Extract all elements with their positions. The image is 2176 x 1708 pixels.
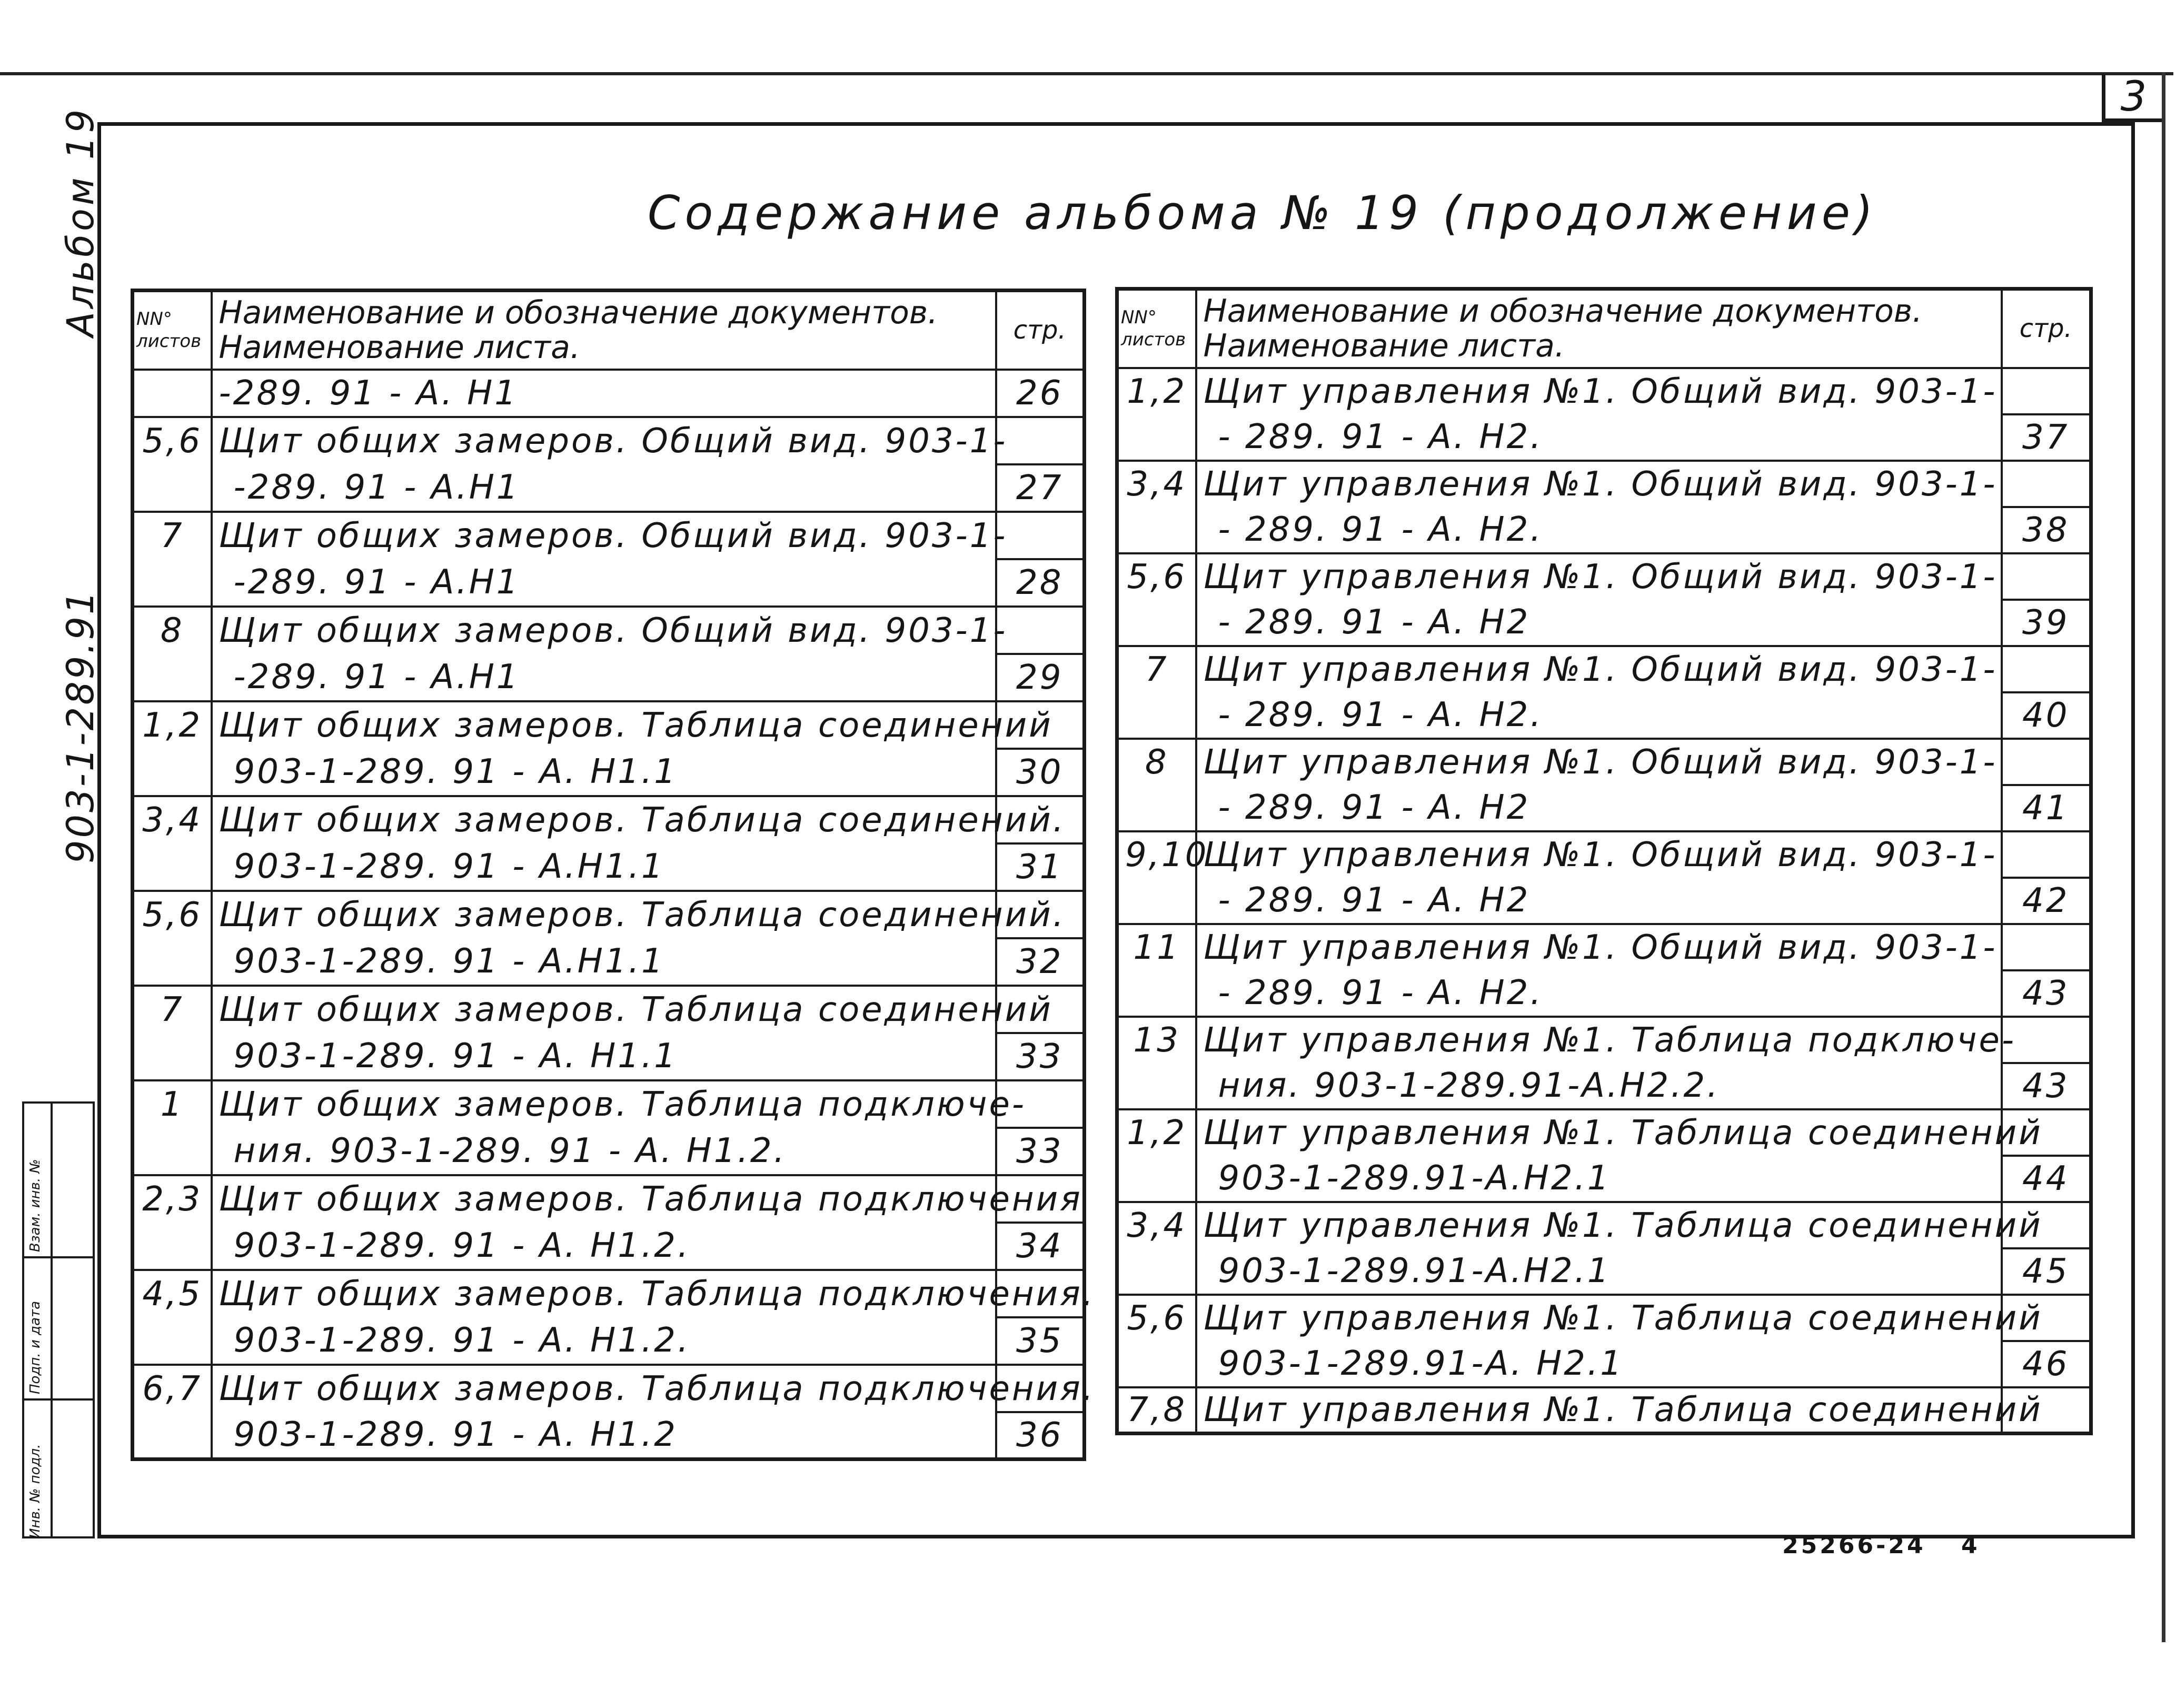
page-cell: 46: [2002, 1341, 2091, 1387]
table-row: [133, 1317, 1085, 1365]
page-cell: [2002, 739, 2091, 785]
sheet-number-cell: [133, 749, 212, 796]
table-row: [1117, 878, 2091, 924]
document-code-cell: -289. 91 - А.Н1: [212, 654, 996, 701]
document-name-cell: Щит управления №1. Таблица соединений: [1196, 1295, 2002, 1341]
document-name-cell: Щит общих замеров. Таблица подключения.: [212, 1365, 996, 1412]
header-name-line: Наименование листа.: [218, 329, 580, 366]
sheet-edge-top: [0, 72, 2173, 75]
table-row: [133, 701, 1085, 749]
document-name-cell: Щит общих замеров. Таблица соединений.: [212, 796, 996, 843]
album-label: Альбом 19: [59, 106, 102, 337]
document-code-cell: - 289. 91 - А. Н2: [1196, 878, 2002, 924]
page-cell: 43: [2002, 970, 2091, 1017]
sheet-number-cell: 5,6: [133, 891, 212, 938]
sheet-number-cell: [1117, 507, 1196, 553]
page-cell: 36: [996, 1412, 1085, 1459]
sheet-number-cell: [1117, 414, 1196, 461]
table-row: [1117, 1248, 2091, 1295]
table-row: [1117, 1109, 2091, 1156]
document-name-cell: Щит управления №1. Таблица соединений: [1196, 1109, 2002, 1156]
header-sheet-no-line: NN°: [1121, 307, 1157, 329]
document-name-cell: Щит управления №1. Таблица подключе-: [1196, 1017, 2002, 1063]
header-name: [1196, 289, 2002, 368]
page-cell: 39: [2002, 600, 2091, 646]
table-row: [133, 370, 1085, 417]
sheet-number-cell: 1,2: [133, 701, 212, 749]
sheet-number-cell: 5,6: [1117, 1295, 1196, 1341]
approval-strip-value-column: [51, 1104, 93, 1536]
document-name-cell: Щит управления №1. Общий вид. 903-1-: [1196, 461, 2002, 507]
document-code-cell: - 289. 91 - А. Н2.: [1196, 507, 2002, 553]
approval-divider: [53, 1256, 93, 1258]
page-cell: 30: [996, 749, 1085, 796]
page-cell: 32: [996, 938, 1085, 986]
document-code-cell: - 289. 91 - А. Н2.: [1196, 692, 2002, 739]
sheet-number-cell: 8: [1117, 739, 1196, 785]
sheet-number-cell: [133, 370, 212, 417]
document-name-cell: Щит общих замеров. Таблица соединений.: [212, 891, 996, 938]
document-name-cell: Щит общих замеров. Таблица подключения: [212, 1175, 996, 1223]
document-name-cell: Щит управления №1. Общий вид. 903-1-: [1196, 368, 2002, 414]
header-sheet-no: [1117, 289, 1196, 368]
document-code-cell: 903-1-289. 91 - А.Н1.1: [212, 938, 996, 986]
page-cell: 31: [996, 843, 1085, 891]
page-cell: 45: [2002, 1248, 2091, 1295]
page-cell: 40: [2002, 692, 2091, 739]
table-row: [133, 749, 1085, 796]
table-row: [1117, 507, 2091, 553]
project-code-label: 903-1-289.91: [59, 589, 102, 863]
contents-table-left: [131, 289, 1096, 1461]
table-row: [133, 1412, 1085, 1459]
table-row: [1117, 739, 2091, 785]
page-cell: 29: [996, 654, 1085, 701]
page-cell: 34: [996, 1223, 1085, 1270]
header-name: [212, 291, 996, 370]
document-code-cell: 903-1-289. 91 - А. Н1.2.: [212, 1317, 996, 1365]
document-code-cell: - 289. 91 - А. Н2.: [1196, 414, 2002, 461]
header-page: стр.: [2002, 289, 2091, 368]
sheet-number-cell: [1117, 785, 1196, 831]
sheet-number-cell: 7,8: [1117, 1387, 1196, 1434]
table-row: [1117, 1156, 2091, 1202]
table-row: [133, 938, 1085, 986]
approval-strip: [22, 1101, 95, 1538]
table-row: [1117, 970, 2091, 1017]
page-cell: [2002, 461, 2091, 507]
header-sheet-no: [133, 291, 212, 370]
document-code-cell: 903-1-289.91-А.Н2.1: [1196, 1156, 2002, 1202]
sheet-number: 3: [2102, 74, 2162, 122]
table-row: [133, 512, 1085, 559]
sheet-number-cell: 8: [133, 607, 212, 654]
page-cell: 38: [2002, 507, 2091, 553]
document-name-cell: Щит управления №1. Таблица соединений: [1196, 1202, 2002, 1248]
table-row: [133, 1175, 1085, 1223]
header-sheet-no-line: NN°: [136, 309, 172, 330]
approval-strip-label-column: [24, 1104, 51, 1536]
page-cell: 42: [2002, 878, 2091, 924]
document-code-cell: 903-1-289. 91 - А. Н1.1: [212, 749, 996, 796]
table-row: [1117, 1387, 2091, 1434]
sheet-number-cell: [1117, 1063, 1196, 1109]
document-name-cell: -289. 91 - А. Н1: [212, 370, 996, 417]
header-name-line: Наименование и обозначение документов.: [1203, 293, 1923, 330]
document-code-cell: - 289. 91 - А. Н2: [1196, 600, 2002, 646]
table-row: [1117, 646, 2091, 692]
document-name-cell: Щит управления №1. Общий вид. 903-1-: [1196, 553, 2002, 600]
document-code-cell: - 289. 91 - А. Н2: [1196, 785, 2002, 831]
contents-table-right: [1115, 287, 2093, 1435]
table-row: [1117, 924, 2091, 970]
sheet-number-cell: [133, 559, 212, 607]
page-cell: 35: [996, 1317, 1085, 1365]
sheet-number-cell: [133, 1223, 212, 1270]
document-name-cell: Щит общих замеров. Общий вид. 903-1-: [212, 607, 996, 654]
page-cell: [996, 607, 1085, 654]
sheet-number-cell: 3,4: [133, 796, 212, 843]
sheet-number-cell: 9,10: [1117, 831, 1196, 878]
document-name-cell: Щит общих замеров. Общий вид. 903-1-: [212, 512, 996, 559]
document-name-cell: Щит управления №1. Общий вид. 903-1-: [1196, 646, 2002, 692]
sheet-number-cell: 6,7: [133, 1365, 212, 1412]
table-row: [1117, 785, 2091, 831]
table-row: [1117, 553, 2091, 600]
sheet-number-cell: [1117, 1156, 1196, 1202]
sheet-number-cell: 13: [1117, 1017, 1196, 1063]
table-row: [1117, 1063, 2091, 1109]
table-row: [1117, 1202, 2091, 1248]
table-row: [133, 1033, 1085, 1080]
document-name-cell: Щит общих замеров. Таблица подключения.: [212, 1270, 996, 1317]
page-cell: [2002, 553, 2091, 600]
table-row: [133, 1270, 1085, 1317]
sheet-number-cell: 7: [133, 512, 212, 559]
sheet-number-cell: [133, 843, 212, 891]
sheet-number-cell: [1117, 600, 1196, 646]
table-row: [1117, 692, 2091, 739]
header-name-line: Наименование листа.: [1203, 327, 1565, 365]
sheet-number-cell: [1117, 878, 1196, 924]
folio-number: 4: [1961, 1532, 1978, 1559]
sheet-number-cell: [133, 1033, 212, 1080]
sheet-number-cell: 5,6: [1117, 553, 1196, 600]
sheet-number-cell: [1117, 970, 1196, 1017]
page-title: Содержание альбома № 19 (продолжение): [648, 186, 1878, 240]
document-name-cell: Щит общих замеров. Таблица соединений: [212, 986, 996, 1033]
approval-label-replaced: Взам. инв. №: [27, 1159, 43, 1252]
document-code-cell: ния. 903-1-289.91-А.Н2.2.: [1196, 1063, 2002, 1109]
header-sheet-no-line: листов: [136, 331, 202, 352]
sheet-number-cell: [133, 1317, 212, 1365]
table-row: [133, 843, 1085, 891]
document-name-cell: Щит общих замеров. Таблица соединений: [212, 701, 996, 749]
contents-table-right-body: [1117, 368, 2091, 1434]
table-row: [133, 1365, 1085, 1412]
contents-table-left-body: [133, 370, 1096, 1459]
page-cell: 33: [996, 1033, 1085, 1080]
sheet-number-cell: [133, 1412, 212, 1459]
sheet-edge-right: [2162, 72, 2165, 1642]
page-cell: 44: [2002, 1156, 2091, 1202]
table-row: [133, 1080, 1085, 1128]
document-code-cell: -289. 91 - А.Н1: [212, 464, 996, 512]
sheet-number-cell: 1,2: [1117, 368, 1196, 414]
page-cell: [2002, 924, 2091, 970]
document-code-cell: - 289. 91 - А. Н2.: [1196, 970, 2002, 1017]
table-row: [1117, 831, 2091, 878]
approval-divider: [24, 1398, 51, 1401]
table-row: [133, 654, 1085, 701]
document-code-cell: 903-1-289. 91 - А.Н1.1: [212, 843, 996, 891]
sheet-number-cell: 5,6: [133, 417, 212, 464]
page-cell: 37: [2002, 414, 2091, 461]
sheet-number-cell: 1: [133, 1080, 212, 1128]
sheet-number-cell: 3,4: [1117, 1202, 1196, 1248]
header-sheet-no-line: листов: [1121, 329, 1186, 351]
table-header-row: [133, 291, 1085, 370]
header-name-line: Наименование и обозначение документов.: [218, 294, 938, 332]
page-cell: [2002, 646, 2091, 692]
table-row: [133, 464, 1085, 512]
document-name-cell: Щит управления №1. Таблица соединений: [1196, 1387, 2002, 1434]
approval-divider: [24, 1256, 51, 1258]
document-name-cell: Щит управления №1. Общий вид. 903-1-: [1196, 739, 2002, 785]
sheet-number-cell: 3,4: [1117, 461, 1196, 507]
sheet-number-cell: [133, 654, 212, 701]
sheet-number-cell: 1,2: [1117, 1109, 1196, 1156]
page-cell: [996, 512, 1085, 559]
table-row: [1117, 461, 2091, 507]
sheet-number-cell: [1117, 1248, 1196, 1295]
sheet-number-cell: [133, 464, 212, 512]
table-header-row: [1117, 289, 2091, 368]
table-row: [1117, 414, 2091, 461]
page-cell: 43: [2002, 1063, 2091, 1109]
table-row: [1117, 368, 2091, 414]
sheet-number-cell: 7: [1117, 646, 1196, 692]
document-code-cell: 903-1-289.91-А.Н2.1: [1196, 1248, 2002, 1295]
page-cell: [996, 417, 1085, 464]
page-cell: 27: [996, 464, 1085, 512]
table-row: [133, 417, 1085, 464]
approval-divider: [53, 1398, 93, 1401]
page-cell: [2002, 368, 2091, 414]
table-row: [133, 559, 1085, 607]
document-code-cell: 903-1-289. 91 - А. Н1.2: [212, 1412, 996, 1459]
document-name-cell: Щит общих замеров. Таблица подключе-: [212, 1080, 996, 1128]
approval-label-inventory: Инв. № подл.: [27, 1444, 43, 1538]
page-cell: 41: [2002, 785, 2091, 831]
document-code-cell: -289. 91 - А.Н1: [212, 559, 996, 607]
table-row: [1117, 1295, 2091, 1341]
sheet-number-cell: [1117, 1341, 1196, 1387]
document-name-cell: Щит общих замеров. Общий вид. 903-1-: [212, 417, 996, 464]
page-cell: 28: [996, 559, 1085, 607]
sheet-number-cell: [133, 938, 212, 986]
table-row: [133, 607, 1085, 654]
approval-label-signature: Подп. и дата: [27, 1300, 43, 1394]
document-code-cell: 903-1-289. 91 - А. Н1.1: [212, 1033, 996, 1080]
table-row: [133, 1223, 1085, 1270]
page-cell: [2002, 831, 2091, 878]
table-row: [1117, 1017, 2091, 1063]
page-cell: 33: [996, 1128, 1085, 1175]
table-row: [133, 986, 1085, 1033]
document-name-cell: Щит управления №1. Общий вид. 903-1-: [1196, 924, 2002, 970]
page-cell: 26: [996, 370, 1085, 417]
document-code-cell: 903-1-289.91-А. Н2.1: [1196, 1341, 2002, 1387]
sheet-number-cell: 7: [133, 986, 212, 1033]
sheet-number-cell: [1117, 692, 1196, 739]
table-row: [133, 1128, 1085, 1175]
sheet-number-cell: 2,3: [133, 1175, 212, 1223]
table-row: [1117, 600, 2091, 646]
table-row: [133, 796, 1085, 843]
document-id: 25266-24: [1782, 1532, 1926, 1559]
sheet-number-cell: 4,5: [133, 1270, 212, 1317]
header-page: стр.: [996, 291, 1085, 370]
sheet-number-cell: [133, 1128, 212, 1175]
document-code-cell: 903-1-289. 91 - А. Н1.2.: [212, 1223, 996, 1270]
table-row: [1117, 1341, 2091, 1387]
document-name-cell: Щит управления №1. Общий вид. 903-1-: [1196, 831, 2002, 878]
table-row: [133, 891, 1085, 938]
document-code-cell: ния. 903-1-289. 91 - А. Н1.2.: [212, 1128, 996, 1175]
sheet-number-cell: 11: [1117, 924, 1196, 970]
